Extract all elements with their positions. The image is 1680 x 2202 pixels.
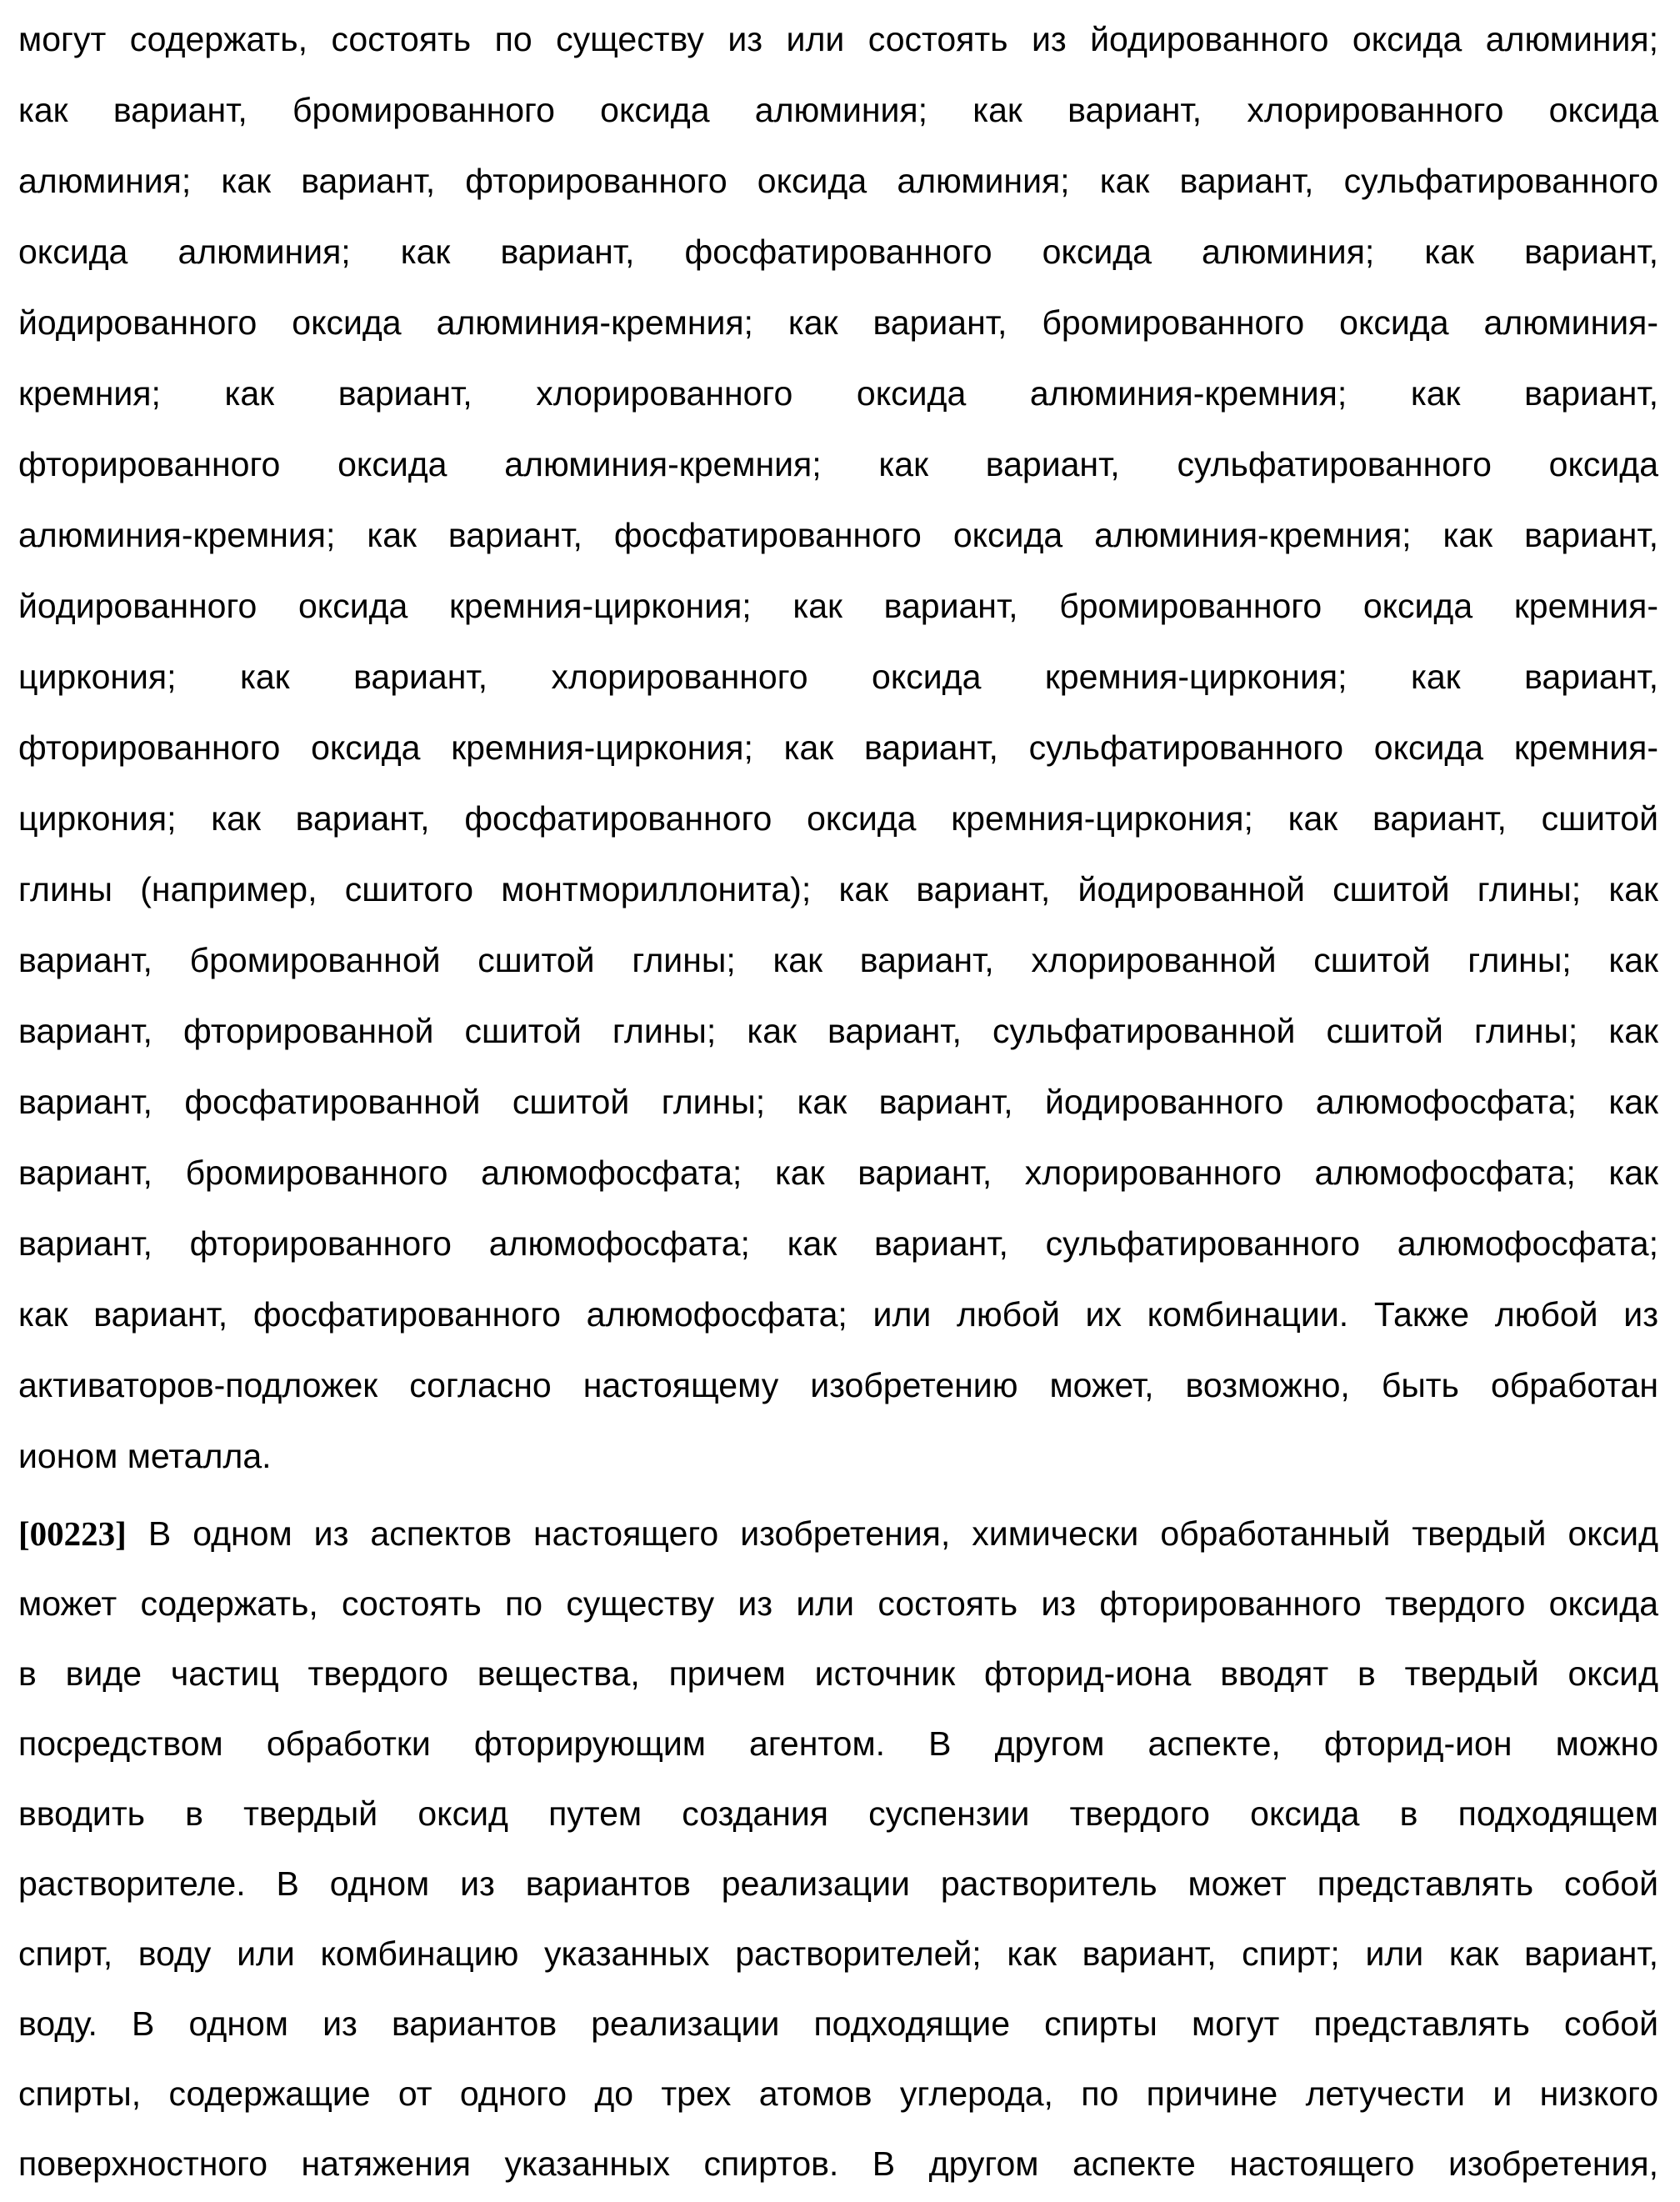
paragraph-1-line: активаторов-подложек согласно настоящему изобретению может, возможно, быть обработан [18,1364,1658,1406]
paragraph-1-line: вариант, фторированного алюмофосфата; как вариант, сульфатированного алюмофосфата; [18,1223,1658,1264]
paragraph-2-line [18,1513,1658,1554]
paragraph-1-line: вариант, бромированного алюмофосфата; как вариант, хлорированного алюмофосфата; как [18,1152,1658,1194]
paragraph-1-line: йодированного оксида кремния-циркония; как вариант, бромированного оксида кремния- [18,585,1658,627]
paragraph-2-line: посредством обработки фторирующим агентом. В другом аспекте, фторид-ион можно [18,1723,1658,1764]
paragraph-1-line: фторированного оксида алюминия-кремния; как вариант, сульфатированного оксида [18,443,1658,485]
paragraph-1-line: как вариант, фосфатированного алюмофосфата; или любой их комбинации. Также любой из [18,1294,1658,1335]
paragraph-1-line: фторированного оксида кремния-циркония; как вариант, сульфатированного оксида кремния- [18,727,1658,768]
paragraph-1-line: вариант, фторированной сшитой глины; как вариант, сульфатированной сшитой глины; как [18,1010,1658,1052]
paragraph-1-line: вариант, фосфатированной сшитой глины; как вариант, йодированного алюмофосфата; как [18,1081,1658,1123]
paragraph-number: [00223] [18,1514,127,1553]
paragraph-1-line: как вариант, бромированного оксида алюминия; как вариант, хлорированного оксида [18,89,1658,131]
paragraph-1-line: алюминия-кремния; как вариант, фосфатированного оксида алюминия-кремния; как вариант, [18,514,1658,556]
paragraph-1-line: алюминия; как вариант, фторированного оксида алюминия; как вариант, сульфатированного [18,160,1658,202]
paragraph-2-line: растворителе. В одном из вариантов реализации растворитель может представлять собой [18,1863,1658,1904]
paragraph-2-line: воду. В одном из вариантов реализации подходящие спирты могут представлять собой [18,2003,1658,2044]
paragraph-1-line: йодированного оксида алюминия-кремния; как вариант, бромированного оксида алюминия- [18,302,1658,343]
paragraph-1-line: кремния; как вариант, хлорированного оксида алюминия-кремния; как вариант, [18,373,1658,414]
paragraph-2-line: спирты, содержащие от одного до трех атомов углерода, по причине летучести и низкого [18,2073,1658,2114]
paragraph-2-line: поверхностного натяжения указанных спиртов. В другом аспекте настоящего изобретения, [18,2143,1658,2184]
paragraph-1-line: циркония; как вариант, хлорированного оксида кремния-циркония; как вариант, [18,656,1658,698]
paragraph-1-line: циркония; как вариант, фосфатированного оксида кремния-циркония; как вариант, сшитой [18,798,1658,839]
paragraph-2-line: в виде частиц твердого вещества, причем источник фторид-иона вводят в твердый оксид [18,1653,1658,1694]
paragraph-2-text: В одном из аспектов настоящего изобретения, химически обработанный твердый оксид [127,1514,1658,1553]
paragraph-1-line: глины (например, сшитого монтмориллонита); как вариант, йодированной сшитой глины; как [18,868,1658,910]
paragraph-1-line: вариант, бромированной сшитой глины; как вариант, хлорированной сшитой глины; как [18,939,1658,981]
paragraph-1-line: ионом металла. [18,1435,1658,1477]
paragraph-2-line: спирт, воду или комбинацию указанных растворителей; как вариант, спирт; или как вариант, [18,1933,1658,1974]
paragraph-1-line: оксида алюминия; как вариант, фосфатированного оксида алюминия; как вариант, [18,231,1658,273]
paragraph-2-line: вводить в твердый оксид путем создания суспензии твердого оксида в подходящем [18,1793,1658,1834]
paragraph-2-line: может содержать, состоять по существу из или состоять из фторированного твердого оксида [18,1583,1658,1624]
paragraph-1-line: могут содержать, состоять по существу из или состоять из йодированного оксида алюминия; [18,18,1658,60]
